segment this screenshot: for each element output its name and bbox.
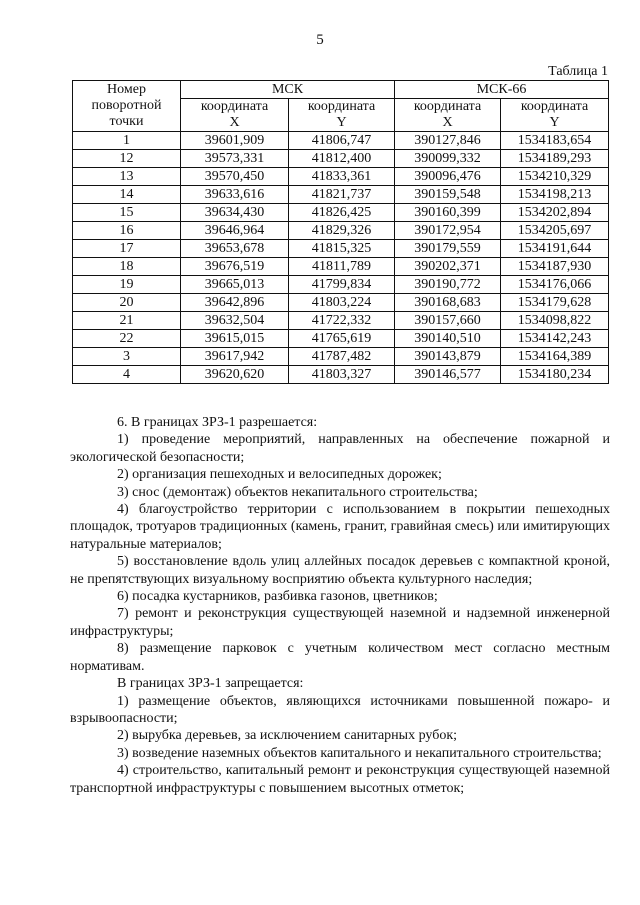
cell-msk-y: 41826,425 (289, 204, 395, 222)
cell-point: 18 (73, 258, 181, 276)
header-coord-label: координата (200, 99, 269, 114)
header-coord-label: координата (520, 99, 589, 114)
cell-point: 12 (73, 150, 181, 168)
cell-msk-y: 41815,325 (289, 240, 395, 258)
table-row (73, 276, 609, 294)
cell-msk66-x: 390146,577 (395, 366, 501, 384)
cell-msk-y: 41803,224 (289, 294, 395, 312)
cell-msk66-x: 390202,371 (395, 258, 501, 276)
cell-msk-y: 41722,332 (289, 312, 395, 330)
table-row (73, 222, 609, 240)
cell-msk-y: 41803,327 (289, 366, 395, 384)
cell-msk66-x: 390140,510 (395, 330, 501, 348)
cell-point: 15 (73, 204, 181, 222)
cell-point: 20 (73, 294, 181, 312)
cell-point: 19 (73, 276, 181, 294)
cell-msk-x: 39615,015 (181, 330, 289, 348)
cell-msk66-y: 1534191,644 (501, 240, 609, 258)
header-coord-axis: Y (549, 115, 560, 130)
cell-msk66-y: 1534183,654 (501, 132, 609, 150)
table-caption: Таблица 1 (548, 64, 608, 79)
cell-msk66-x: 390172,954 (395, 222, 501, 240)
cell-point: 21 (73, 312, 181, 330)
cell-msk-y: 41799,834 (289, 276, 395, 294)
cell-msk-x: 39617,942 (181, 348, 289, 366)
cell-msk66-y: 1534142,243 (501, 330, 609, 348)
header-msk66-x (395, 99, 501, 132)
cell-msk66-x: 390179,559 (395, 240, 501, 258)
cell-point: 17 (73, 240, 181, 258)
paragraph-allowed-2: 2) организация пешеходных и велосипедных дорожек; (117, 467, 442, 483)
header-msk66: МСК-66 (395, 81, 609, 99)
cell-msk66-x: 390096,476 (395, 168, 501, 186)
table-row (73, 366, 609, 384)
cell-msk66-x: 390143,879 (395, 348, 501, 366)
cell-msk66-y: 1534189,293 (501, 150, 609, 168)
cell-msk-y: 41829,326 (289, 222, 395, 240)
cell-point: 3 (73, 348, 181, 366)
header-msk66-y (501, 99, 609, 132)
cell-msk66-y: 1534202,894 (501, 204, 609, 222)
paragraph-allowed-heading: 6. В границах ЗРЗ-1 разрешается: (117, 415, 318, 430)
paragraph-allowed-1: 1) проведение мероприятий, направленных на обеспечение пожарной и экологической безопасности; (70, 432, 610, 465)
paragraph-allowed-6: 6) посадка кустарников, разбивка газонов, цветников; (117, 589, 438, 605)
header-coord-axis: X (442, 115, 453, 130)
cell-msk-x: 39653,678 (181, 240, 289, 258)
header-msk-y (289, 99, 395, 132)
cell-point: 22 (73, 330, 181, 348)
table-row (73, 312, 609, 330)
header-point-number (73, 81, 181, 132)
cell-msk66-x: 390099,332 (395, 150, 501, 168)
cell-msk66-y: 1534098,822 (501, 312, 609, 330)
header-coord-label: координата (307, 99, 376, 114)
cell-msk66-y: 1534187,930 (501, 258, 609, 276)
cell-msk66-y: 1534180,234 (501, 366, 609, 384)
paragraph-forbidden-3: 3) возведение наземных объектов капитального и некапитального строительства; (117, 745, 602, 761)
cell-msk-y: 41811,789 (289, 258, 395, 276)
cell-msk-y: 41787,482 (289, 348, 395, 366)
cell-msk-x: 39570,450 (181, 168, 289, 186)
header-point-line-3: точки (109, 114, 144, 129)
cell-msk-x: 39632,504 (181, 312, 289, 330)
cell-msk66-x: 390127,846 (395, 132, 501, 150)
cell-msk-x: 39573,331 (181, 150, 289, 168)
header-coord-axis: X (229, 115, 240, 130)
header-coord-axis: Y (336, 115, 347, 130)
paragraph-forbidden-heading: В границах ЗРЗ-1 запрещается: (117, 676, 304, 692)
paragraph-allowed-4: 4) благоустройство территории с использованием в покрытии пешеходных площадок, тротуаров традиционных (камень, гранит, гравийная смесь) или имитирующих натуральные материалов; (70, 502, 610, 552)
cell-msk66-y: 1534198,213 (501, 186, 609, 204)
header-msk-x (181, 99, 289, 132)
cell-msk66-y: 1534176,066 (501, 276, 609, 294)
cell-msk66-x: 390168,683 (395, 294, 501, 312)
table-row (73, 240, 609, 258)
cell-point: 16 (73, 222, 181, 240)
cell-msk-y: 41833,361 (289, 168, 395, 186)
cell-msk-y: 41812,400 (289, 150, 395, 168)
paragraph-forbidden-4: 4) строительство, капитальный ремонт и реконструкция существующей наземной транспортной инфраструктуры с повышением высотных отметок; (70, 763, 610, 796)
table-row (73, 150, 609, 168)
table-row (73, 186, 609, 204)
cell-point: 4 (73, 366, 181, 384)
table-row (73, 132, 609, 150)
cell-msk-x: 39601,909 (181, 132, 289, 150)
cell-msk-y: 41765,619 (289, 330, 395, 348)
table-row (73, 204, 609, 222)
cell-msk-x: 39646,964 (181, 222, 289, 240)
cell-msk66-x: 390157,660 (395, 312, 501, 330)
header-point-line-2: поворотной (91, 98, 162, 113)
cell-msk66-y: 1534179,628 (501, 294, 609, 312)
cell-msk-x: 39676,519 (181, 258, 289, 276)
header-msk: МСК (181, 81, 395, 99)
cell-msk-x: 39620,620 (181, 366, 289, 384)
paragraph-allowed-7: 7) ремонт и реконструкция существующей наземной и надземной инженерной инфраструктуры; (70, 606, 610, 639)
table-row (73, 294, 609, 312)
cell-msk-y: 41806,747 (289, 132, 395, 150)
paragraph-allowed-8: 8) размещение парковок с учетным количеством мест согласно местным нормативам. (70, 641, 610, 674)
cell-point: 14 (73, 186, 181, 204)
paragraph-forbidden-2: 2) вырубка деревьев, за исключением санитарных рубок; (117, 728, 458, 744)
cell-point: 13 (73, 168, 181, 186)
cell-msk-x: 39634,430 (181, 204, 289, 222)
cell-msk66-x: 390159,548 (395, 186, 501, 204)
cell-msk66-x: 390190,772 (395, 276, 501, 294)
paragraph-allowed-3: 3) снос (демонтаж) объектов некапитального строительства; (117, 484, 478, 500)
coordinates-table (72, 80, 609, 384)
cell-msk66-y: 1534164,389 (501, 348, 609, 366)
cell-msk66-y: 1534210,329 (501, 168, 609, 186)
header-point-line-1: Номер (107, 82, 146, 97)
cell-msk-y: 41821,737 (289, 186, 395, 204)
cell-msk-x: 39633,616 (181, 186, 289, 204)
cell-msk-x: 39642,896 (181, 294, 289, 312)
header-coord-label: координата (413, 99, 482, 114)
cell-msk-x: 39665,013 (181, 276, 289, 294)
table-row (73, 258, 609, 276)
table-row (73, 168, 609, 186)
cell-point: 1 (73, 132, 181, 150)
page-number: 5 (316, 32, 324, 48)
cell-msk66-y: 1534205,697 (501, 222, 609, 240)
cell-msk66-x: 390160,399 (395, 204, 501, 222)
paragraph-forbidden-1: 1) размещение объектов, являющихся источниками повышенной пожаро- и взрывоопасности; (70, 693, 610, 726)
table-row (73, 348, 609, 366)
table-row (73, 330, 609, 348)
body-text (70, 414, 610, 797)
paragraph-allowed-5: 5) восстановление вдоль улиц аллейных посадок деревьев с компактной кроной, не препятствующих визуальному восприятию объекта культурного наследия; (70, 554, 610, 587)
